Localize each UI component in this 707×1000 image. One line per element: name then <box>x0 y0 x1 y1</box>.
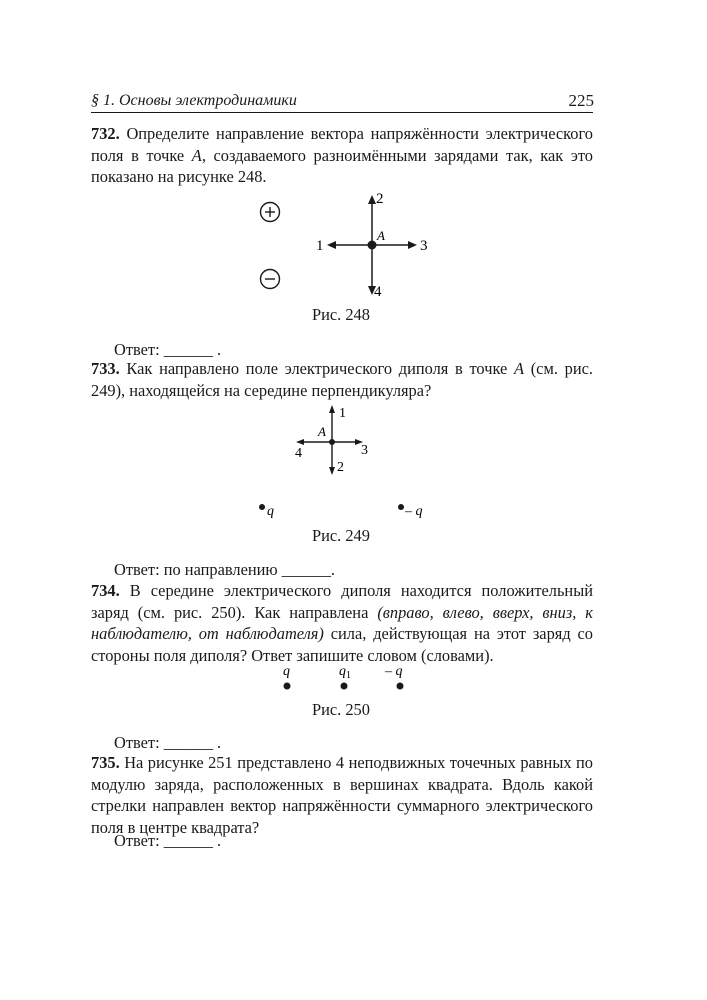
arrow-head-icon <box>408 241 417 249</box>
problem-number: 733. <box>91 359 120 378</box>
problem-732 <box>91 123 593 188</box>
problem-text: В середине электрического диполя находится положительный заряд (см. рис. 250). Как направлена <box>91 581 593 622</box>
problem-text: Определите направление вектора напряжённости электрического поля в точке <box>91 124 593 165</box>
arrow-label-2: 2 <box>337 460 344 475</box>
problem-options: (вправо, влево, вверх, вниз, к наблюдателю, от наблюдателя) <box>91 602 593 643</box>
point-label: A <box>191 145 202 165</box>
arrow-label-3: 3 <box>420 238 428 254</box>
header-rule <box>91 112 593 113</box>
problem-text: сила, действующая на этот заряд со стороны поля диполя? Ответ запишите словом (словами). <box>91 624 593 665</box>
problem-text: (см. рис. 249), находящейся на середине перпендикуляра? <box>91 359 593 400</box>
problem-text: , создаваемого разноимёнными зарядами так, как это показано на рисунке 248. <box>91 145 593 186</box>
charge-label-right: – q <box>405 504 423 519</box>
arrow-head-icon <box>327 241 336 249</box>
problem-number: 735. <box>91 753 120 772</box>
charge-label-mid: $q_1$ <box>339 664 351 681</box>
point-a-dot <box>329 439 335 445</box>
point-a-dot <box>368 241 377 250</box>
charge-dot <box>284 683 291 690</box>
arrow-label-1: 1 <box>316 238 324 254</box>
problem-735 <box>91 752 593 838</box>
figure-caption: Рис. 249 <box>312 526 370 545</box>
answer-732: Ответ: ______ . <box>114 340 222 359</box>
arrow-head-icon <box>329 405 335 413</box>
arrow-head-icon <box>329 467 335 475</box>
charge-dot <box>397 683 404 690</box>
arrow-label-4: 4 <box>374 284 382 300</box>
charge-label-left: q <box>283 664 290 679</box>
arrow-label-4: 4 <box>295 446 302 461</box>
section-symbol: § <box>91 92 99 109</box>
point-label: A <box>377 228 385 243</box>
answer-735: Ответ: ______ . <box>114 831 222 850</box>
figure-caption: Рис. 250 <box>312 700 370 719</box>
running-header-section <box>91 92 297 110</box>
charge-label-right: – q <box>385 664 403 679</box>
point-label: A <box>514 359 525 378</box>
problem-733 <box>91 358 593 401</box>
problem-text: Как направлено поле электрического диполя в точке <box>126 359 514 378</box>
arrow-label-3: 3 <box>361 443 368 458</box>
arrow-label-2: 2 <box>376 191 384 207</box>
problem-number: 734. <box>91 581 120 600</box>
charge-label-left: q <box>267 504 274 519</box>
answer-734: Ответ: ______ . <box>114 733 222 752</box>
problem-number: 732. <box>91 124 120 143</box>
point-label: A <box>318 424 326 439</box>
arrow-head-icon <box>296 439 304 445</box>
problem-text: На рисунке 251 представлено 4 неподвижных точечных равных по модулю заряда, расположенных в вершинах квадрата. Вдоль какой стрелки направлен вектор напряжённости суммарного электрического поля в центре квадрата? <box>91 753 593 837</box>
section-title: 1. Основы электродинамики <box>103 92 297 109</box>
figure-248 <box>250 186 450 301</box>
figure-249 <box>245 403 445 523</box>
charge-dot <box>398 504 404 510</box>
answer-733: Ответ: по направлению ______. <box>114 560 336 579</box>
problem-734 <box>91 580 593 666</box>
figure-250 <box>270 662 420 696</box>
page-number: 225 <box>568 91 594 110</box>
charge-dot <box>259 504 265 510</box>
figure-caption: Рис. 248 <box>312 305 370 324</box>
charge-dot <box>341 683 348 690</box>
arrow-head-icon <box>368 195 376 204</box>
arrow-label-1: 1 <box>339 406 346 421</box>
